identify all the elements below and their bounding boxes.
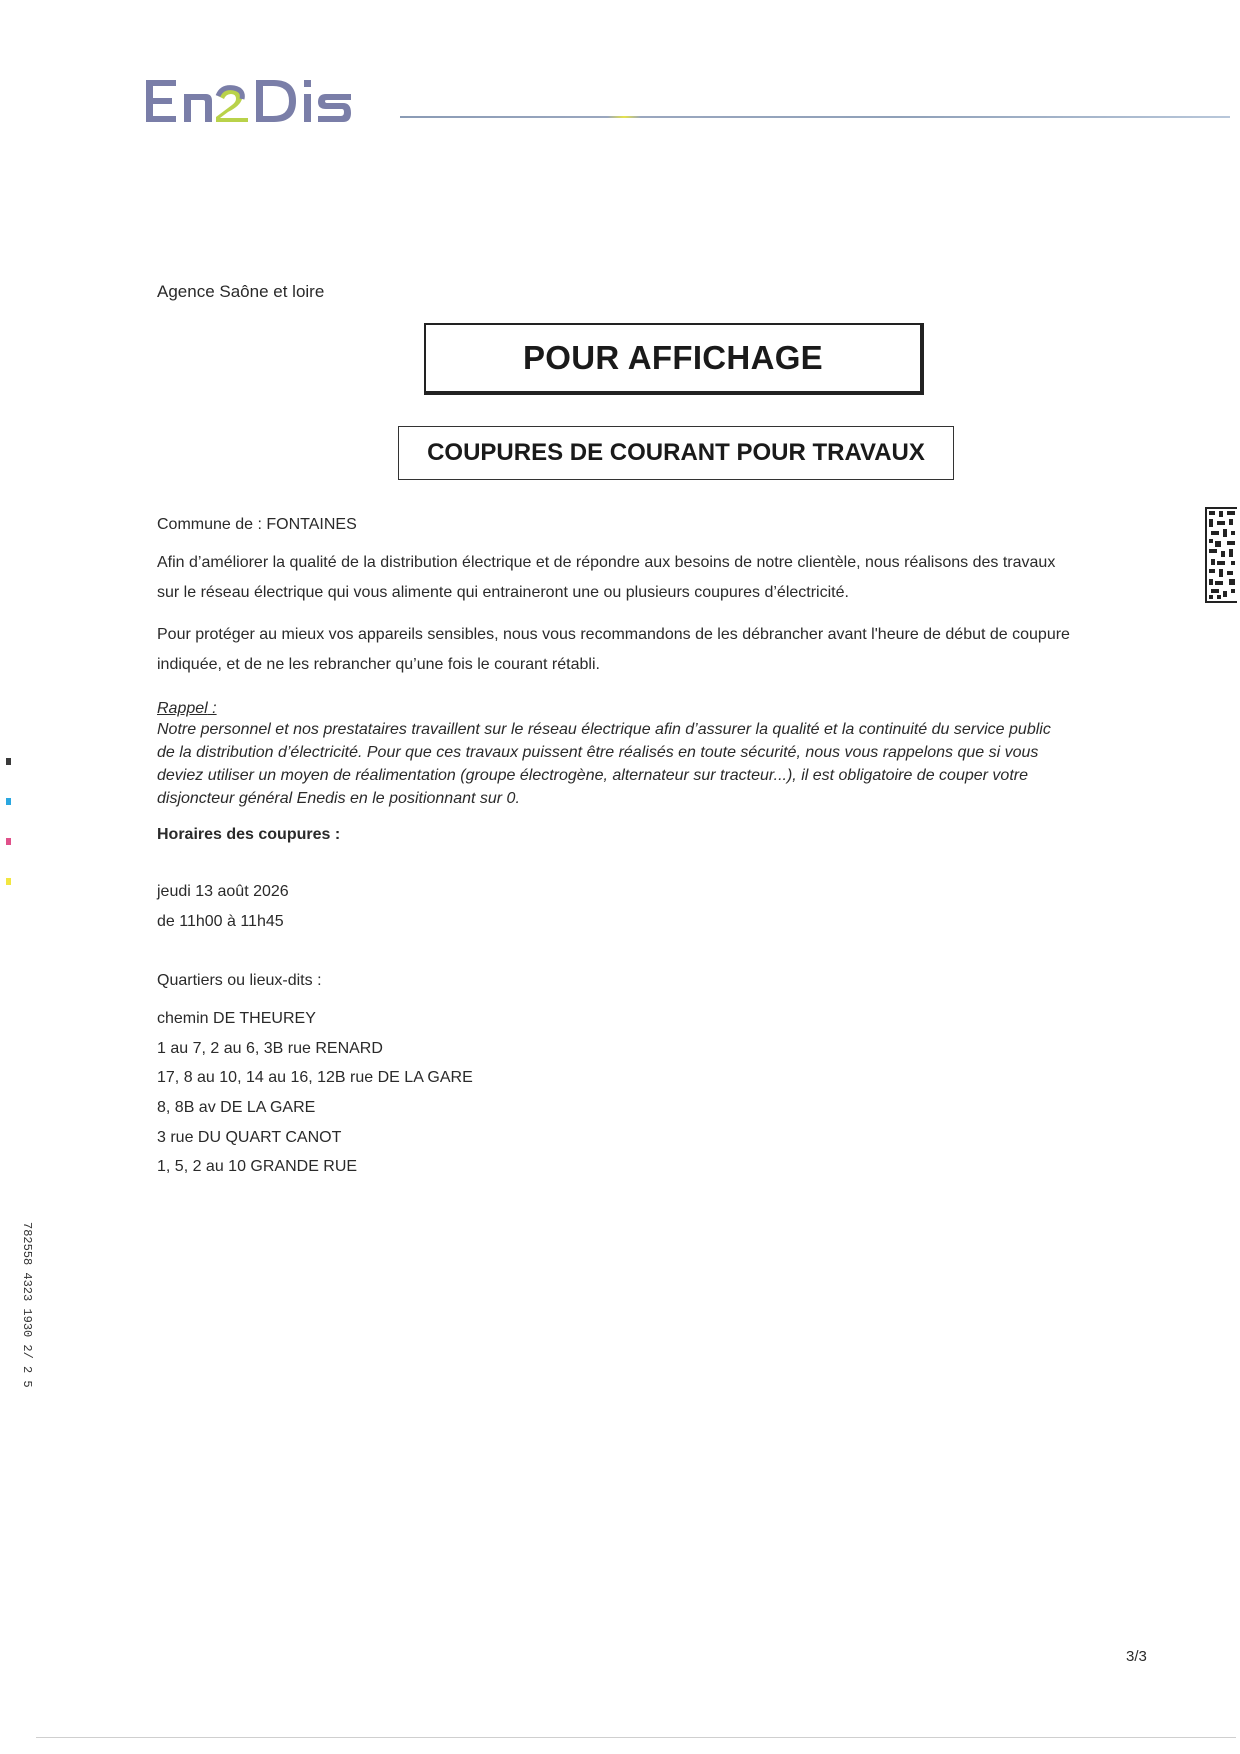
location-item: 17, 8 au 10, 14 au 16, 12B rue DE LA GARE (157, 1069, 473, 1087)
mark-yellow (6, 878, 11, 885)
title-box (424, 323, 924, 395)
datamatrix-code (1205, 507, 1237, 603)
rappel-line: Notre personnel et nos prestataires travaillent sur le réseau électrique afin d’assurer la qualité et la continuité du service public (157, 721, 1051, 738)
rappel-line: disjoncteur général Enedis en le positionnant sur 0. (157, 790, 520, 807)
mark-black (6, 758, 11, 765)
locations-heading: Quartiers ou lieux-dits : (157, 972, 322, 989)
schedule-heading: Horaires des coupures : (157, 826, 341, 843)
page-subtitle: COUPURES DE COURANT POUR TRAVAUX (427, 439, 925, 466)
rappel-colon: : (207, 700, 217, 717)
location-item: 3 rue DU QUART CANOT (157, 1128, 342, 1146)
intro-paragraph (157, 548, 1157, 608)
commune-label: Commune de : FONTAINES (157, 516, 357, 533)
agency-name: Agence Saône et loire (157, 282, 325, 301)
advice-paragraph (157, 620, 1157, 680)
subtitle-box (398, 426, 954, 480)
rappel-heading (157, 700, 217, 718)
location-item: 1 au 7, 2 au 6, 3B rue RENARD (157, 1039, 383, 1057)
outage-date: jeudi 13 août 2026 (157, 883, 289, 900)
outage-time: de 11h00 à 11h45 (157, 913, 284, 930)
enedis-logo (146, 72, 386, 132)
rappel-body (157, 718, 1147, 810)
page-number: 3/3 (1126, 1648, 1147, 1665)
intro-line: sur le réseau électrique qui vous alimente qui entraineront une ou plusieurs coupures d’électricité. (157, 584, 849, 601)
rappel-line: deviez utiliser un moyen de réalimentation (groupe électrogène, alternateur sur tracteur...), il est obligatoire de couper votre (157, 767, 1028, 784)
header-rule (400, 116, 1230, 118)
locations-list (157, 1004, 473, 1182)
rappel-label: Rappel (157, 700, 208, 717)
location-item: chemin DE THEUREY (157, 1010, 316, 1027)
footer-rule (36, 1737, 1236, 1738)
side-code-text: 782558 4323 1930 2/ 2 5 (20, 1222, 34, 1388)
rappel-line: de la distribution d’électricité. Pour que ces travaux puissent être réalisés en toute sécurité, nous vous rappelons que si vous (157, 744, 1039, 761)
intro-line: Afin d’améliorer la qualité de la distribution électrique et de répondre aux besoins de notre clientèle, nous réalisons des travaux (157, 554, 1056, 571)
mark-cyan (6, 798, 11, 805)
location-item: 8, 8B av DE LA GARE (157, 1099, 316, 1117)
location-item: 1, 5, 2 au 10 GRANDE RUE (157, 1158, 358, 1176)
advice-line: indiquée, et de ne les rebrancher qu’une fois le courant rétabli. (157, 656, 600, 673)
page-title: POUR AFFICHAGE (523, 339, 823, 376)
mark-magenta (6, 838, 11, 845)
advice-line: Pour protéger au mieux vos appareils sensibles, nous vous recommandons de les débrancher avant l'heure de début de coupure (157, 626, 1070, 643)
